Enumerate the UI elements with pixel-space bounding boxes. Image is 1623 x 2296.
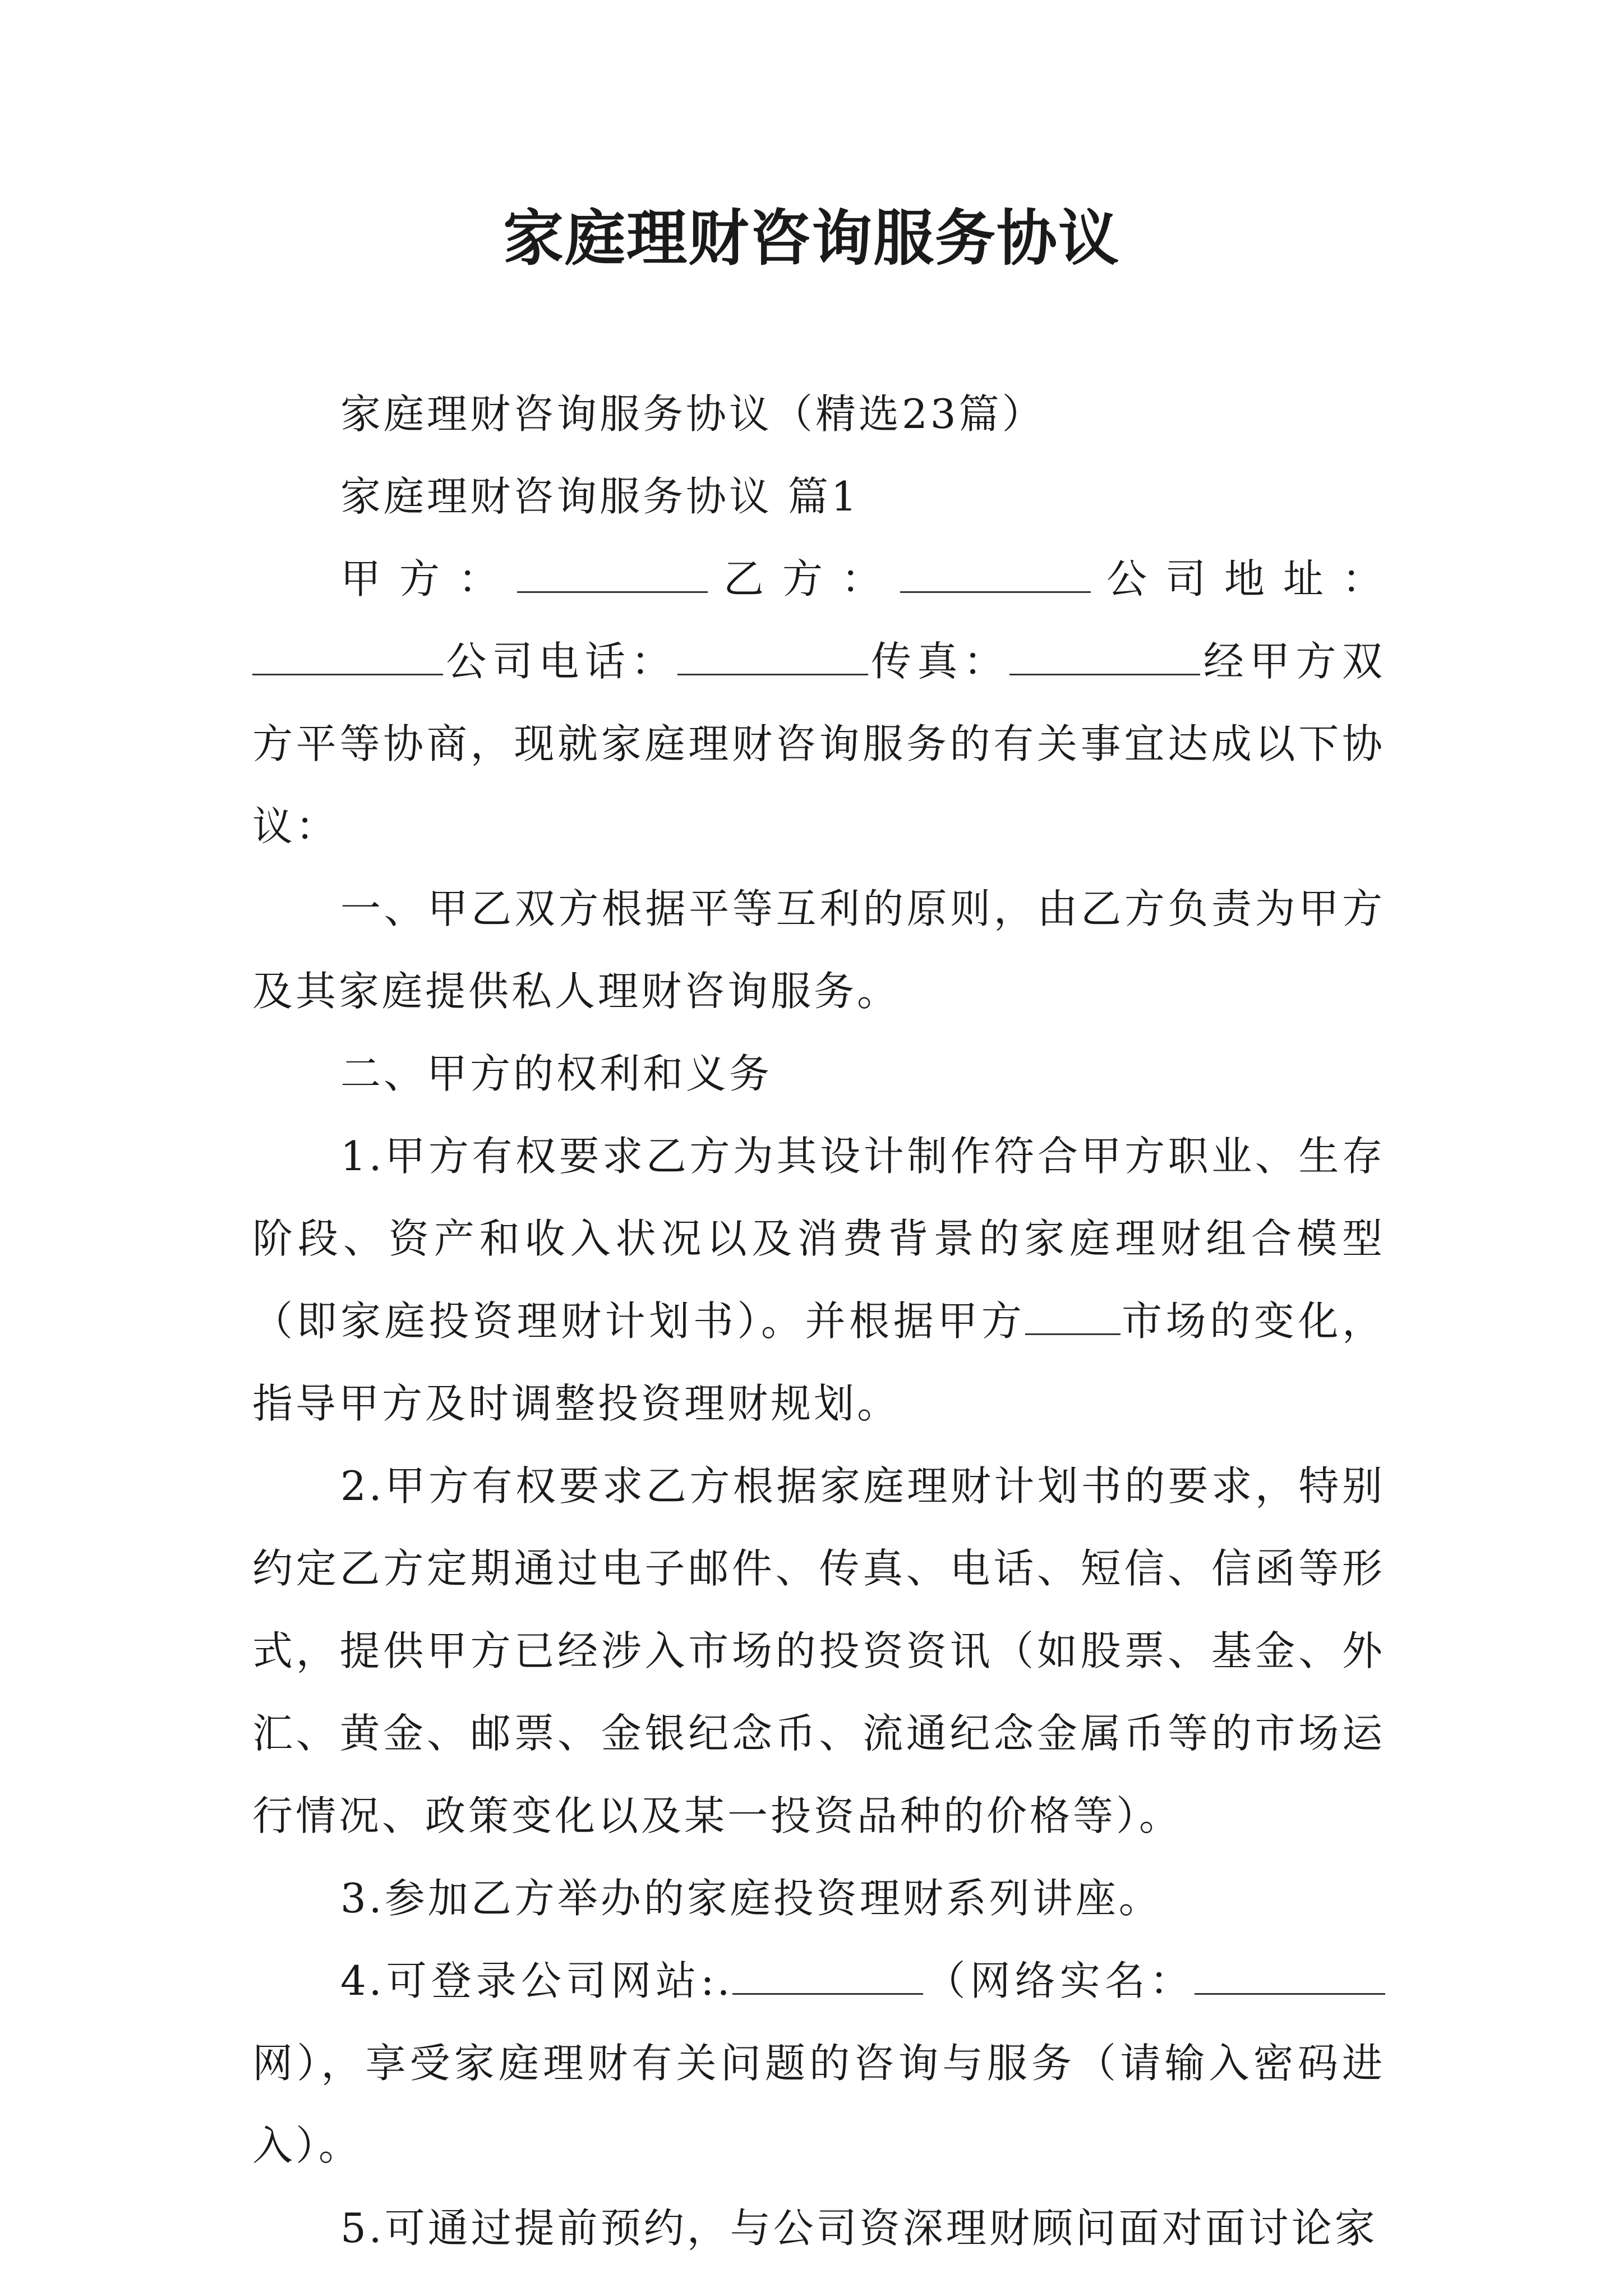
fax-blank — [1009, 640, 1200, 675]
intro-tail: 经甲方双方平等协商，现就家庭理财咨询服务的有关事宜达成以下协议： — [252, 638, 1385, 850]
clause-2-heading: 二、甲方的权利和义务 — [340, 1050, 773, 1097]
document-title: 家庭理财咨询服务协议 — [502, 203, 1120, 274]
item-1-text-a: 1.甲方有权要求乙方为其设计制作符合甲方职业、生存阶段、资产和收入状况以及消费背景的家庭理财组合模型（即家庭投资理财计划书）。并根据甲方 — [252, 1133, 1385, 1345]
company-phone-blank — [677, 640, 868, 675]
party-b-label: 乙方： — [708, 555, 900, 602]
clause-1: 一、甲乙双方根据平等互利的原则，由乙方负责为甲方及其家庭提供私人理财咨询服务。 — [252, 885, 1385, 1015]
item-4-text-b: （网络实名： — [923, 1957, 1195, 2004]
item-2: 2.甲方有权要求乙方根据家庭理财计划书的要求，特别约定乙方定期通过电子邮件、传真、电话、短信、信函等形式，提供甲方已经涉入市场的投资资讯（如股票、基金、外汇、黄金、邮票、金银纪念币、流通纪念金属币等的市场运行情况、政策变化以及某一投资品种的价格等）。 — [252, 1462, 1385, 1839]
item-1-blank — [1025, 1300, 1121, 1335]
document-body — [252, 373, 1385, 2270]
section-heading: 家庭理财咨询服务协议 篇1 — [340, 473, 860, 520]
document-subtitle: 家庭理财咨询服务协议（精选23篇） — [340, 390, 1045, 438]
party-a-blank — [517, 558, 708, 593]
company-address-blank — [252, 640, 443, 675]
item-4 — [252, 1940, 1385, 2187]
item-4-text-a: 4.可登录公司网站:. — [340, 1957, 733, 2004]
item-3: 3.参加乙方举办的家庭投资理财系列讲座。 — [340, 1875, 1162, 1922]
network-name-blank — [1195, 1959, 1385, 1995]
item-4-text-c: 网），享受家庭理财有关问题的咨询与服务（请输入密码进入）。 — [252, 2040, 1385, 2169]
item-1-text-b: 市场的变化，指导甲方及时调整投资理财规划。 — [252, 1297, 1385, 1427]
party-a-label: 甲方： — [340, 555, 517, 602]
company-phone-label: 公司电话： — [443, 638, 677, 685]
parties-paragraph — [252, 538, 1385, 868]
website-blank — [732, 1959, 923, 1995]
party-b-blank — [900, 558, 1091, 593]
fax-label: 传真： — [868, 638, 1010, 685]
company-address-label: 公司地址： — [1091, 555, 1385, 602]
item-1 — [252, 1115, 1385, 1445]
item-5: 5.可通过提前预约，与公司资深理财顾问面对面讨论家 — [340, 2205, 1378, 2252]
